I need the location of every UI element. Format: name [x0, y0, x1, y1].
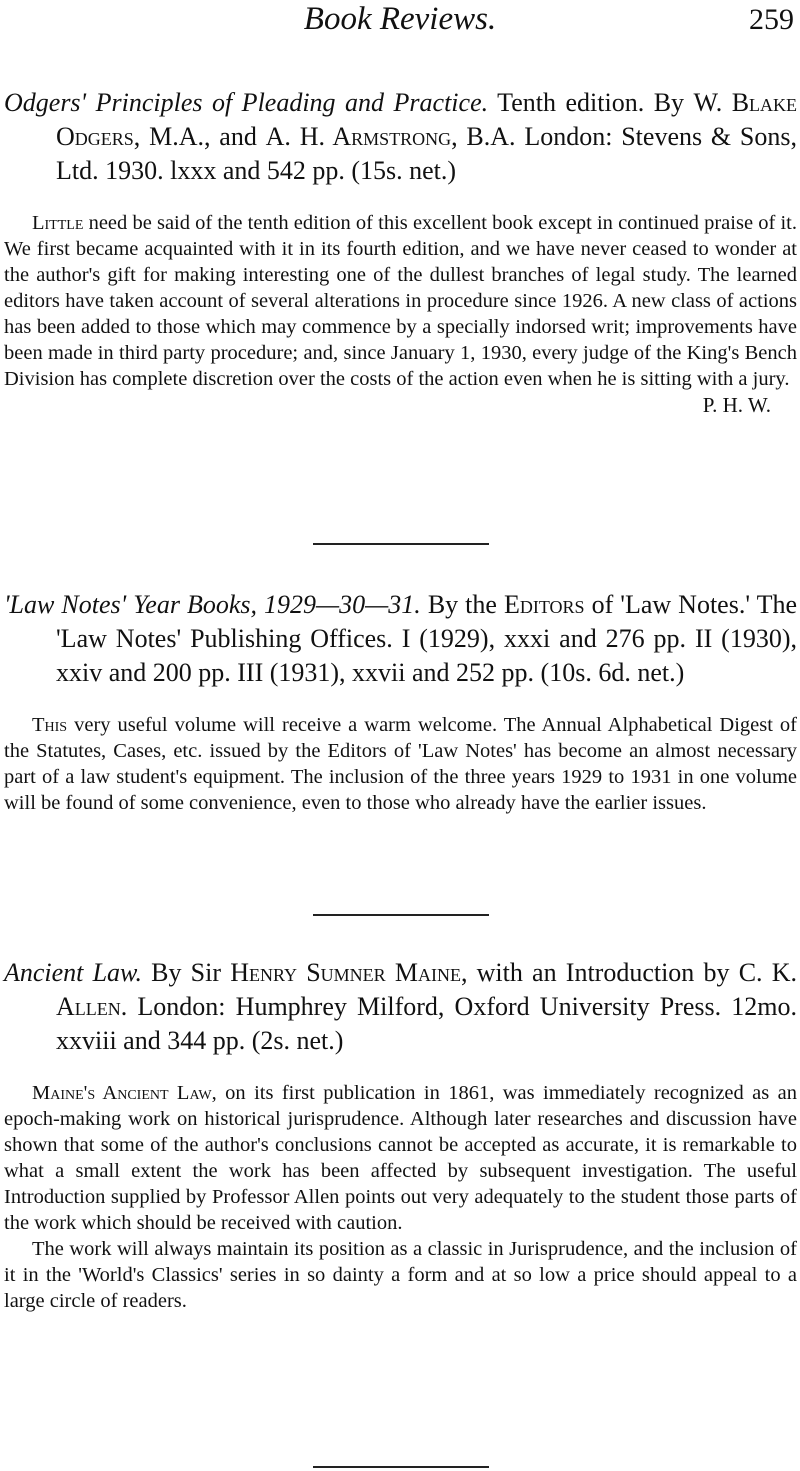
by-word: By: [653, 88, 685, 117]
running-title: Book Reviews.: [303, 1, 497, 37]
paragraph-text: very useful volume will receive a warm welcome. The Annual Alphabetical Digest of the Statutes, Cases, etc. issued by the Editors of 'Law Notes' has become an almost necessary part of a law student's equipment. The inclusion of the three years 1929 to 1931 in one volume will be found of some convenience, even to those who already have the earlier issues.: [4, 714, 797, 814]
section-divider: [313, 1466, 489, 1468]
co-author-name: A. H. Armstrong: [265, 122, 452, 151]
book-title: 'Law Notes' Year Books, 1929—30—31.: [4, 590, 421, 619]
paragraph-lead: Maine's Ancient Law: [32, 1082, 212, 1104]
by-word: By the: [427, 590, 497, 619]
paragraph-text: , on its first publication in 1861, was immediately recognized as an epoch-making work on historical jurisprudence. Although later researches and discussion have shown that some of the author's conclusions cannot be accepted as accurate, it is remarkable to what a small extent the work has been affected by subsequent investigation. The useful Introduction supplied by Professor Allen points out very adequately to the student those parts of the work which should be received with caution.: [4, 1082, 797, 1234]
author-name: Editors: [503, 590, 585, 619]
book-title: Ancient Law.: [4, 958, 142, 987]
review-odgers: [4, 86, 797, 418]
book-title: Odgers' Principles of Pleading and Practice.: [4, 88, 489, 117]
paragraph-text: need be said of the tenth edition of this excellent book except in continued praise of it. We first became acquainted with it in its fourth edition, and we have never ceased to wonder at the author's gift for making interesting one of the dullest branches of legal study. The learned editors have taken account of several alterations in procedure since 1926. A new class of actions has been added to those which may commence by a specially indorsed writ; improvements have been made in third party procedure; and, since January 1, 1930, every judge of the King's Bench Division has complete discretion over the costs of the action even when he is sitting with a jury.: [4, 212, 797, 390]
review-law-notes: [4, 588, 797, 816]
paragraph-lead: Little: [32, 212, 84, 234]
author-degree: , M.A., and: [133, 122, 257, 151]
publication-details: , B.A. London: Stevens & Sons, Ltd. 1930. lxxx and 542 pp. (15s. net.): [56, 122, 797, 185]
section-divider: [313, 543, 489, 545]
section-divider: [313, 914, 489, 916]
reviewer-initials: P. H. W.: [702, 393, 771, 417]
review-heading: [4, 86, 797, 188]
review-heading: [4, 588, 797, 690]
review-paragraph: [4, 210, 797, 392]
by-word: By Sir: [151, 958, 222, 987]
review-paragraph: [4, 1236, 797, 1314]
paragraph-lead: This: [32, 714, 68, 736]
running-header: [0, 0, 800, 44]
introducer-name: C. K. Allen: [56, 958, 797, 1021]
review-heading: [4, 956, 797, 1058]
author-name: W. Blake Odgers: [56, 88, 798, 151]
edition: Tenth edition.: [497, 88, 645, 117]
review-paragraph: [4, 1080, 797, 1236]
paragraph-text: The work will always maintain its position as a classic in Jurisprudence, and the inclusion of it in the 'World's Classics' series in so dainty a form and at so low a price should appeal to a large circle of readers.: [4, 1238, 797, 1312]
publication-details: . London: Humphrey Milford, Oxford University Press. 12mo. xxviii and 344 pp. (2s. net.): [56, 992, 797, 1055]
publication-details: of 'Law Notes.' The 'Law Notes' Publishing Offices. I (1929), xxxi and 276 pp. II (1930), xxiv and 200 pp. III (1931), xxvii and 252 pp. (10s. 6d. net.): [56, 590, 798, 687]
author-name: Henry Sumner Maine: [230, 958, 461, 987]
review-paragraph: [4, 712, 797, 816]
author-role: , with an Introduction by: [460, 958, 730, 987]
review-ancient-law: [4, 956, 797, 1314]
page-number: 259: [749, 3, 794, 36]
